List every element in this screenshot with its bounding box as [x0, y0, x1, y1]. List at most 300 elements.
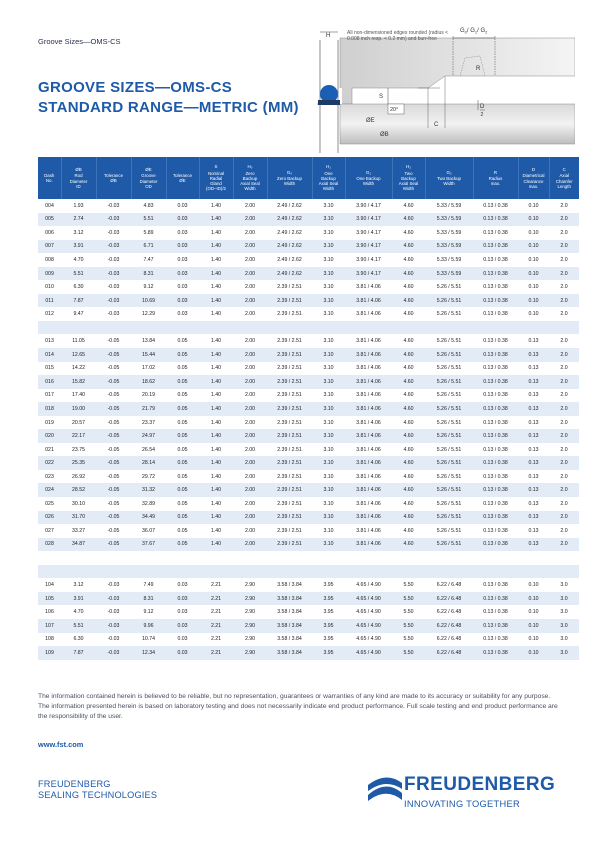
table-cell: 0.03	[166, 213, 199, 227]
table-cell: 004	[45, 202, 54, 209]
table-cell: 3.10	[323, 311, 334, 318]
table-cell: 0.13 / 0.38	[483, 256, 508, 263]
table-row	[38, 470, 579, 484]
table-cell: 0.13 / 0.38	[473, 646, 518, 660]
table-cell	[312, 551, 345, 565]
table-cell: 24.97	[131, 429, 166, 443]
table-cell: 023	[45, 473, 54, 480]
table-cell: 4.60	[403, 527, 414, 534]
table-cell: 005	[38, 213, 61, 227]
table-cell: 5.26 / 5.51	[425, 511, 473, 525]
table-cell: 1.40	[210, 527, 222, 534]
dim-b-label: ØB	[380, 132, 389, 138]
table-cell: 2.00	[244, 229, 256, 236]
column-header-line: Zero	[245, 170, 255, 176]
table-cell: 2.00	[233, 375, 267, 389]
table-cell: 3.0	[560, 582, 568, 589]
table-cell: 2.90	[233, 646, 267, 660]
table-cell: -0.05	[107, 338, 120, 345]
table-cell: 3.0	[560, 636, 568, 643]
table-cell: 4.65 / 4.90	[345, 646, 392, 660]
table-cell: 2.0	[560, 256, 568, 263]
table-cell: -0.05	[96, 375, 131, 389]
table-cell	[549, 551, 579, 565]
table-cell: 0.03	[177, 284, 188, 291]
table-cell: 2.00	[244, 527, 256, 534]
table-cell	[233, 321, 267, 335]
column-header-symbol: G₁	[366, 169, 371, 175]
table-cell: 3.58 / 3.84	[267, 619, 312, 633]
table-cell: 0.03	[177, 202, 188, 209]
table-cell: 5.33 / 5.59	[436, 256, 462, 263]
table-cell: 2.90	[244, 609, 256, 616]
table-cell: 4.60	[403, 473, 414, 480]
table-cell: 3.81 / 4.06	[345, 348, 392, 362]
table-cell: 2.21	[199, 619, 233, 633]
table-cell: 2.49 / 2.62	[277, 202, 302, 209]
column-header-line: (OD–ID)/2	[205, 186, 226, 192]
company-line-2: SEALING TECHNOLOGIES	[38, 789, 158, 800]
table-cell: 0.10	[528, 284, 539, 291]
table-cell: 3.10	[323, 338, 334, 345]
table-cell: -0.05	[107, 473, 120, 480]
column-header	[131, 157, 166, 199]
table-cell: 3.90 / 4.17	[345, 213, 392, 227]
dim-d-divisor: 2	[480, 112, 484, 118]
table-cell: 3.0	[560, 609, 568, 616]
column-header	[473, 157, 518, 199]
table-cell: 25.35	[61, 456, 96, 470]
table-cell: 2.00	[233, 511, 267, 525]
column-header-line: Backup	[321, 175, 336, 181]
table-cell: 3.95	[312, 619, 345, 633]
table-cell: 30.10	[72, 500, 85, 507]
table-cell: 4.60	[392, 213, 425, 227]
table-cell: 9.47	[73, 311, 84, 318]
table-row	[38, 375, 579, 389]
table-cell: 5.50	[403, 609, 414, 616]
table-cell: 015	[45, 365, 54, 372]
table-cell: 6.22 / 6.48	[425, 592, 473, 606]
table-cell: 2.90	[233, 619, 267, 633]
table-row	[38, 538, 579, 552]
table-cell	[518, 321, 549, 335]
table-cell: 4.65 / 4.90	[356, 636, 381, 643]
table-cell: 4.70	[73, 609, 84, 616]
column-header-symbol: D	[531, 167, 536, 173]
table-cell: 2.39 / 2.51	[277, 392, 302, 399]
table-cell: 6.22 / 6.48	[425, 619, 473, 633]
table-cell: 0.05	[166, 511, 199, 525]
table-cell	[425, 321, 473, 335]
column-header-symbol: H₁	[326, 164, 331, 170]
table-cell: 2.49 / 2.62	[267, 213, 312, 227]
table-cell: 0.13 / 0.38	[483, 284, 508, 291]
table-cell: 1.93	[73, 202, 84, 209]
table-cell: 0.03	[166, 240, 199, 254]
table-cell: 109	[38, 646, 61, 660]
table-cell: 3.10	[312, 294, 345, 308]
table-cell: 2.0	[549, 483, 579, 497]
table-cell: 0.03	[177, 256, 188, 263]
diagram-note: All non-dimensioned edges rounded (radius < 0.008 inch resp. < 0.2 mm) and burr-free	[347, 30, 449, 43]
table-cell: 0.03	[177, 582, 188, 589]
table-cell: 0.13 / 0.38	[473, 511, 518, 525]
table-cell: 2.0	[549, 429, 579, 443]
table-cell: 2.39 / 2.51	[277, 311, 302, 318]
table-row	[38, 619, 579, 633]
table-cell: 2.39 / 2.51	[267, 402, 312, 416]
table-cell: 0.13	[528, 527, 539, 534]
table-cell: 3.81 / 4.06	[345, 456, 392, 470]
column-header-line: ID	[76, 183, 81, 189]
column-header-line: Clearance	[523, 178, 544, 184]
table-cell: 3.81 / 4.06	[356, 284, 381, 291]
table-cell: 4.60	[392, 456, 425, 470]
table-row	[38, 429, 579, 443]
dim-g-label: $G_0/$ $G_1/$ $G_2$	[460, 28, 488, 35]
table-cell: 2.39 / 2.51	[277, 365, 302, 372]
table-cell: 3.81 / 4.06	[356, 446, 381, 453]
table-cell: 3.90 / 4.17	[356, 256, 381, 263]
table-cell: 23.37	[142, 419, 155, 426]
table-cell: 3.10	[312, 240, 345, 254]
table-cell: 4.60	[392, 375, 425, 389]
website-link[interactable]: www.fst.com	[38, 740, 84, 749]
table-cell: 5.50	[403, 636, 414, 643]
dim-r-label: R	[476, 66, 481, 72]
table-cell: 1.40	[210, 311, 222, 318]
table-cell: 4.60	[392, 511, 425, 525]
table-cell: 31.70	[61, 511, 96, 525]
table-cell: 1.40	[210, 392, 222, 399]
table-cell: 4.65 / 4.90	[356, 609, 381, 616]
table-cell: 2.00	[233, 294, 267, 308]
table-cell: 4.60	[403, 311, 414, 318]
table-cell: 0.03	[177, 229, 188, 236]
table-cell	[38, 321, 61, 335]
table-cell: 5.26 / 5.51	[425, 456, 473, 470]
column-header-line: Axial Seal	[398, 181, 419, 187]
table-cell: 0.10	[518, 592, 549, 606]
table-cell: 3.90 / 4.17	[356, 229, 381, 236]
table-cell	[345, 321, 392, 335]
table-row	[38, 483, 579, 497]
table-cell: 0.03	[166, 646, 199, 660]
table-cell: 3.10	[323, 365, 334, 372]
table-cell: 5.50	[403, 582, 414, 589]
table-cell: 36.07	[142, 527, 155, 534]
table-row	[38, 443, 579, 457]
table-cell: 2.0	[549, 267, 579, 281]
table-cell: 4.65 / 4.90	[345, 592, 392, 606]
table-body	[38, 199, 579, 660]
table-cell: 2.00	[233, 429, 267, 443]
column-header	[345, 157, 392, 199]
table-cell: 0.13 / 0.38	[473, 402, 518, 416]
table-cell: 5.26 / 5.51	[436, 284, 462, 291]
table-cell: 3.10	[312, 267, 345, 281]
table-cell: 10.69	[131, 294, 166, 308]
housing-shape	[340, 38, 575, 104]
table-cell: 11.05	[72, 338, 85, 345]
title-line-1: GROOVE SIZES—OMS-CS	[38, 79, 233, 96]
table-cell: 026	[38, 511, 61, 525]
table-cell: 5.51	[61, 619, 96, 633]
table-cell: 6.30	[73, 284, 84, 291]
groove-size-table	[38, 157, 579, 660]
company-name	[38, 779, 157, 800]
table-cell: 2.00	[244, 473, 256, 480]
table-cell: 3.10	[323, 256, 334, 263]
table-cell: 0.13 / 0.38	[473, 429, 518, 443]
table-cell: 2.00	[244, 284, 256, 291]
table-row	[38, 592, 579, 606]
table-cell: 1.40	[199, 240, 233, 254]
table-cell: 4.70	[73, 256, 84, 263]
table-cell: 7.87	[61, 646, 96, 660]
table-cell: 020	[38, 429, 61, 443]
table-cell: 0.13 / 0.38	[473, 592, 518, 606]
table-cell: 1.40	[210, 338, 222, 345]
table-cell: 6.22 / 6.48	[436, 636, 462, 643]
table-cell: -0.05	[96, 511, 131, 525]
table-row	[38, 633, 579, 647]
column-header-line: Width	[283, 181, 296, 187]
table-cell: 0.05	[177, 473, 188, 480]
column-header-line: Chamfer	[555, 178, 573, 184]
table-cell: 0.13 / 0.38	[473, 483, 518, 497]
table-cell: 2.0	[549, 294, 579, 308]
table-cell: 2.90	[244, 582, 256, 589]
table-cell: 2.21	[210, 582, 222, 589]
table-cell: 2.0	[549, 348, 579, 362]
column-header-line: max.	[528, 183, 539, 189]
table-cell: 0.13 / 0.38	[483, 202, 508, 209]
table-cell: 0.10	[518, 240, 549, 254]
table-cell: 14.22	[72, 365, 85, 372]
table-cell: 1.40	[199, 267, 233, 281]
table-cell: 1.40	[199, 348, 233, 362]
table-cell	[166, 551, 199, 565]
table-cell: 0.05	[166, 402, 199, 416]
table-cell: -0.05	[96, 402, 131, 416]
table-cell: 2.0	[549, 375, 579, 389]
table-cell: 2.39 / 2.51	[267, 538, 312, 552]
table-cell	[345, 565, 392, 579]
table-cell: 2.0	[560, 446, 568, 453]
column-header-line: Width	[322, 186, 335, 192]
table-cell: 4.60	[403, 256, 414, 263]
table-cell: 2.90	[233, 592, 267, 606]
table-cell: 1.40	[210, 473, 222, 480]
brand-name: FREUDENBERG	[404, 774, 556, 795]
table-row	[38, 605, 579, 619]
column-header-line: Dash	[44, 172, 55, 178]
table-cell: 33.27	[72, 527, 85, 534]
table-cell: 2.00	[233, 483, 267, 497]
table-cell	[267, 321, 312, 335]
table-cell: 3.81 / 4.06	[345, 294, 392, 308]
table-cell: 1.40	[199, 456, 233, 470]
table-cell: 0.13 / 0.38	[483, 636, 508, 643]
table-cell: 0.13 / 0.38	[473, 267, 518, 281]
table-cell: 0.13 / 0.38	[473, 538, 518, 552]
table-cell: 3.81 / 4.06	[356, 419, 381, 426]
table-cell: 3.10	[312, 511, 345, 525]
dim-angle-label: 20°	[390, 107, 399, 113]
table-cell: 019	[45, 419, 54, 426]
table-cell: 3.10	[323, 229, 334, 236]
table-cell: 4.60	[392, 294, 425, 308]
column-header-line: Width	[244, 186, 256, 192]
column-header-line: Zero Backup	[277, 175, 302, 181]
table-cell	[392, 321, 425, 335]
table-cell: 9.12	[143, 609, 154, 616]
table-cell: 2.00	[244, 446, 256, 453]
table-cell: 0.13	[518, 402, 549, 416]
table-cell: 4.60	[392, 240, 425, 254]
column-header-symbol: R	[493, 169, 498, 175]
table-cell: 2.39 / 2.51	[267, 375, 312, 389]
column-header	[166, 157, 199, 199]
table-spacer-row	[38, 565, 579, 579]
table-cell	[473, 565, 518, 579]
table-cell: -0.05	[107, 500, 120, 507]
table-cell: 5.33 / 5.59	[425, 240, 473, 254]
table-cell: 3.90 / 4.17	[345, 240, 392, 254]
table-row	[38, 199, 579, 213]
table-cell: 2.00	[244, 256, 256, 263]
table-cell	[392, 551, 425, 565]
table-cell: 2.39 / 2.51	[277, 500, 302, 507]
table-row	[38, 240, 579, 254]
column-header	[38, 157, 61, 199]
table-cell: 0.13	[528, 338, 539, 345]
column-header-line: Gland	[210, 181, 222, 187]
table-cell: -0.05	[107, 419, 120, 426]
table-cell: 2.00	[244, 500, 256, 507]
page-title	[38, 78, 299, 118]
table-cell: 025	[45, 500, 54, 507]
column-header-line: Axial Seal	[240, 181, 260, 187]
table-cell	[96, 551, 131, 565]
column-header-line: Groove	[141, 173, 156, 179]
table-cell: -0.05	[107, 527, 120, 534]
table-cell: 0.03	[166, 619, 199, 633]
table-cell: 3.10	[312, 429, 345, 443]
table-cell: 12.29	[142, 311, 155, 318]
table-cell: 21.79	[131, 402, 166, 416]
table-cell: -0.03	[107, 256, 120, 263]
table-cell: 0.13 / 0.38	[473, 240, 518, 254]
table-cell: 20.57	[72, 419, 85, 426]
table-row	[38, 389, 579, 403]
table-row	[38, 578, 579, 592]
table-row	[38, 267, 579, 281]
table-cell: 4.60	[403, 446, 414, 453]
table-cell: 1.40	[199, 429, 233, 443]
table-cell	[199, 321, 233, 335]
table-cell: 4.60	[392, 267, 425, 281]
table-cell	[233, 551, 267, 565]
table-cell: 2.0	[560, 365, 568, 372]
table-cell: 0.10	[528, 636, 539, 643]
dim-d-label: D	[480, 104, 485, 110]
table-cell: 4.65 / 4.90	[356, 582, 381, 589]
table-cell: 3.10	[312, 483, 345, 497]
column-header-symbol: H₀	[247, 164, 253, 170]
table-cell: 0.10	[518, 267, 549, 281]
table-cell: 34.87	[61, 538, 96, 552]
table-cell: 10.74	[142, 636, 155, 643]
table-cell: -0.03	[96, 592, 131, 606]
table-cell: 5.50	[392, 646, 425, 660]
table-cell: 5.26 / 5.51	[425, 294, 473, 308]
table-cell	[518, 551, 549, 565]
table-cell: 3.0	[549, 646, 579, 660]
table-cell: 19.00	[61, 402, 96, 416]
table-cell: 0.13 / 0.38	[483, 609, 508, 616]
column-header-line: Diameter	[139, 178, 158, 184]
table-cell: 0.13 / 0.38	[473, 619, 518, 633]
table-cell: 106	[45, 609, 54, 616]
column-header-line: Tolerance	[103, 172, 124, 178]
table-cell: 13.84	[142, 338, 155, 345]
table-cell: 2.00	[233, 402, 267, 416]
table-cell: 4.60	[403, 392, 414, 399]
table-cell: 3.95	[323, 636, 334, 643]
column-header-symbol: G₂	[446, 169, 452, 175]
table-cell: 0.05	[166, 456, 199, 470]
table-cell: 0.10	[518, 619, 549, 633]
table-cell: 1.40	[210, 365, 222, 372]
table-cell: 2.00	[233, 348, 267, 362]
table-row	[38, 524, 579, 538]
table-cell	[425, 551, 473, 565]
table-cell: 3.81 / 4.06	[345, 429, 392, 443]
table-row	[38, 497, 579, 511]
table-cell: 3.58 / 3.84	[277, 636, 302, 643]
table-cell: 2.00	[233, 267, 267, 281]
table-cell: 0.10	[528, 609, 539, 616]
column-header-line: ØB	[110, 178, 117, 183]
table-row	[38, 213, 579, 227]
table-cell: 2.21	[210, 609, 222, 616]
table-cell: 26.92	[72, 473, 85, 480]
table-cell: 2.39 / 2.51	[277, 419, 302, 426]
table-cell: 3.95	[312, 592, 345, 606]
table-cell: 0.13 / 0.38	[473, 294, 518, 308]
table-cell: 2.00	[244, 202, 256, 209]
table-cell: 0.10	[518, 646, 549, 660]
table-cell: 2.00	[244, 392, 256, 399]
table-cell: 3.12	[73, 582, 84, 589]
table-spacer-row	[38, 321, 579, 335]
table-row	[38, 334, 579, 348]
table-cell: 22.17	[61, 429, 96, 443]
column-header-line: Rod	[74, 173, 83, 179]
table-cell: 0.05	[177, 365, 188, 372]
table-cell	[131, 565, 166, 579]
dim-s-label: S	[379, 94, 384, 100]
column-header-line: One	[324, 170, 333, 176]
table-cell: 4.60	[403, 365, 414, 372]
table-cell: 2.0	[560, 284, 568, 291]
table-cell: 0.10	[528, 202, 539, 209]
table-cell: -0.03	[96, 267, 131, 281]
table-cell: 0.13 / 0.38	[483, 338, 508, 345]
